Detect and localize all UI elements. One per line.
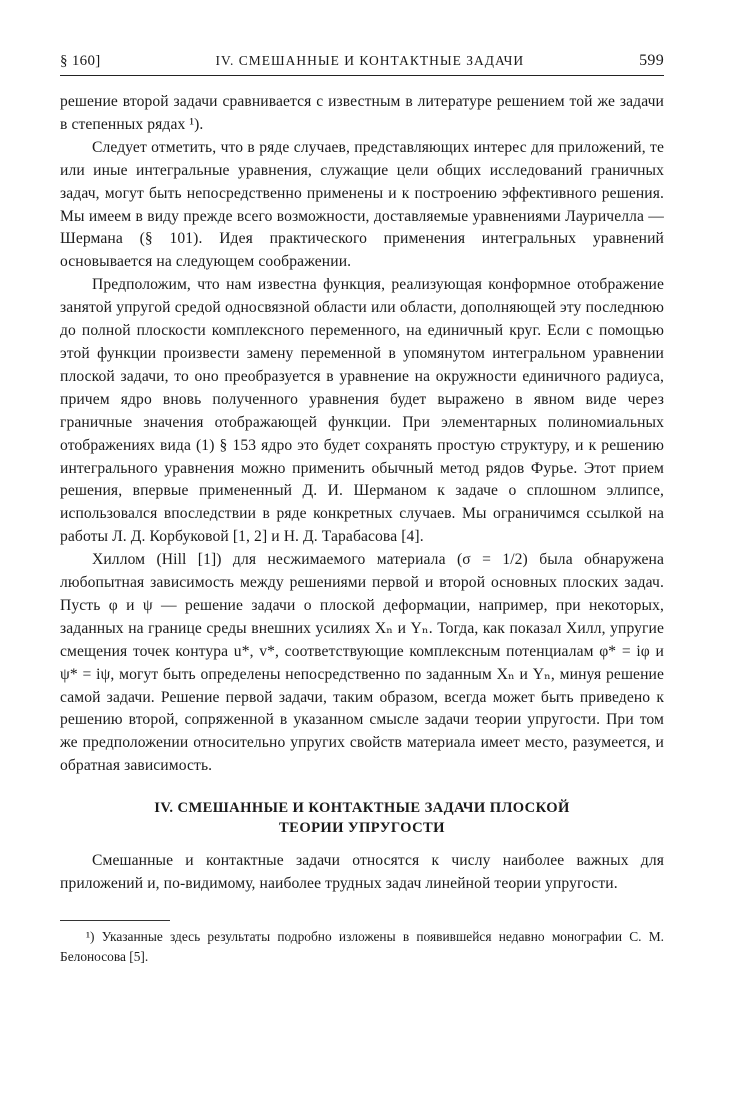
section-heading-line-2: ТЕОРИИ УПРУГОСТИ — [279, 820, 445, 837]
running-header — [60, 52, 664, 76]
main-text — [60, 91, 664, 896]
page-number: 599 — [639, 52, 664, 69]
header-section-ref: § 160] — [60, 53, 101, 69]
footnote: ¹) Указанные здесь результаты подробно изложены в появившейся недавно монографии С. М. Белоносова [5]. — [60, 929, 664, 964]
paragraph-conformal-mapping: Предположим, что нам известна функция, реализующая конформное отображение занятой упругой средой односвязной области или области, дополняющей эту последнюю до полной плоскости комплексного переменного, на единичный круг. Если с помощью этой функции произвести замену переменной в упомянутом интегральном уравнении плоской задачи, то оно преобразуется в уравнение на окружности единичного радиуса, причем ядро вновь полученного уравнения будет выражено в явном виде через граничные значения отображающей функции. При элементарных полиномиальных отображениях вида (1) § 153 ядро это будет сохранять простую структуру, и к решению интегрального уравнения можно применить обычный метод рядов Фурье. Этот прием решения, впервые примененный Д. И. Шерманом к задаче о сплошном эллипсе, использовался впоследствии в ряде конкретных случаев. Мы ограничимся ссылкой на работы Л. Д. Корбуковой [1, 2] и Н. Д. Тарабасова [4]. — [60, 276, 664, 546]
paragraph-hill-result: Хиллом (Hill [1]) для несжимаемого материала (σ = 1/2) была обнаружена любопытная зависимость между решениями первой и второй основных плоских задач. Пусть φ и ψ — решение задачи о плоской деформации, например, при некоторых, заданных на границе среды внешних усилиях Xₙ и Yₙ. Тогда, как показал Хилл, упругие смещения точек контура u*, v*, соответствующие комплексным потенциалам φ* = iφ и ψ* = iψ, могут быть определены непосредственно по заданным Xₙ и Yₙ, минуя решение самой задачи. Решение первой задачи, таким образом, всегда может быть приведено к решению второй, сопряженной в указанном смысле задачи теории упругости. При том же предположении относительно упругих свойств материала имеет место, разумеется, и обратная зависимость. — [60, 551, 664, 775]
header-running-title: IV. СМЕШАННЫЕ И КОНТАКТНЫЕ ЗАДАЧИ — [215, 53, 525, 68]
footnote-divider — [60, 920, 170, 921]
paragraph-continuation: решение второй задачи сравнивается с известным в литературе решением той же задачи в степенных рядах ¹). — [60, 93, 664, 133]
section-heading-line-1: IV. СМЕШАННЫЕ И КОНТАКТНЫЕ ЗАДАЧИ ПЛОСКОЙ — [154, 800, 570, 817]
paragraph-integral-equations: Следует отметить, что в ряде случаев, представляющих интерес для приложений, те или иные интегральные уравнения, служащие цели общих исследований граничных задач, могут быть непосредственно применены и к построению эффективного решения. Мы имеем в виду прежде всего возможности, доставляемые уравнениями Лауричелла — Шермана (§ 101). Идея практического применения интегральных уравнений основывается на следующем соображении. — [60, 138, 664, 271]
section-heading — [60, 798, 664, 838]
paragraph-section-intro: Смешанные и контактные задачи относятся к числу наиболее важных для приложений и, по-видимому, наиболее трудных задач линейной теории упругости. — [60, 852, 664, 893]
book-page — [60, 52, 664, 980]
